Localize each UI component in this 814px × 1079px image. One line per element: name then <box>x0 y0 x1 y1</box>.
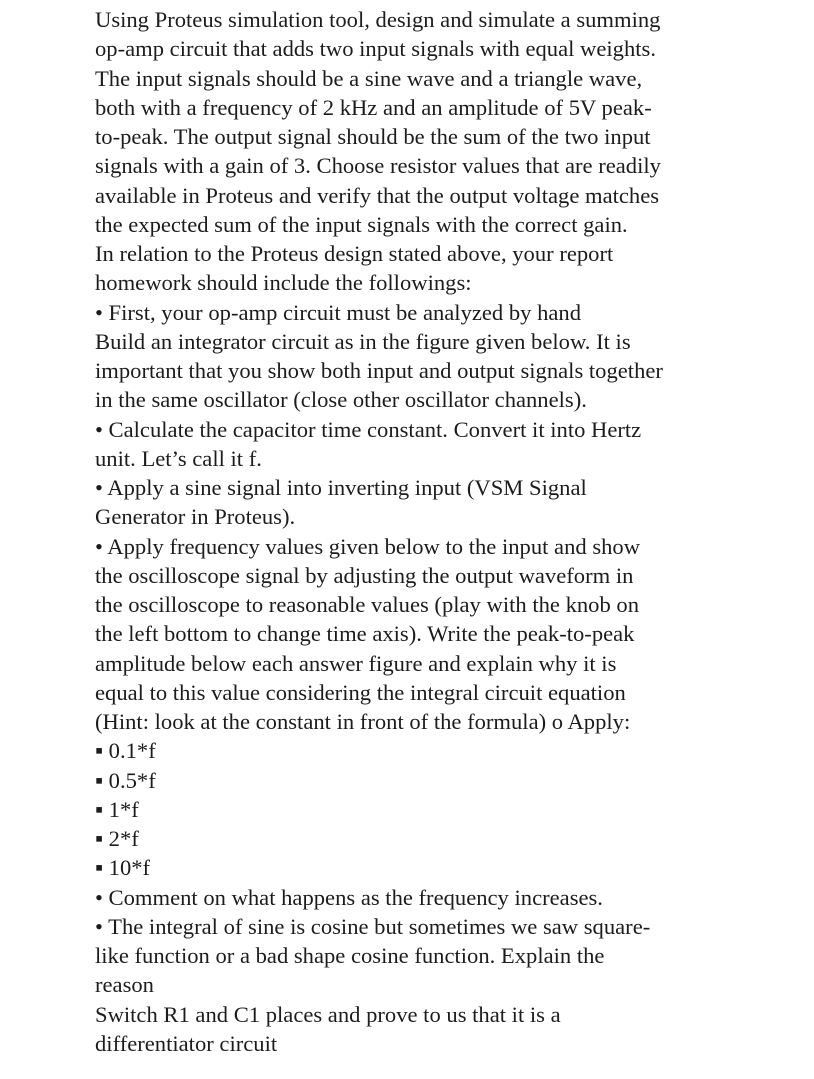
text-line: amplitude below each answer figure and explain why it is <box>95 650 617 676</box>
text-line: reason <box>95 972 154 998</box>
text-line: unit. Let’s call it f. <box>95 445 262 471</box>
text-line: important that you show both input and output signals together <box>95 358 663 383</box>
bullet-item: • Calculate the capacitor time constant. Convert it into Hertz <box>95 416 642 442</box>
sub-bullet-item: ▪ 0.5*f <box>95 767 156 793</box>
text-line: (Hint: look at the constant in front of the formula) o Apply: <box>95 709 631 734</box>
text-line: op-amp circuit that adds two input signals with equal weights. <box>95 36 656 62</box>
text-line: the oscilloscope to reasonable values (play with the knob on <box>95 592 639 617</box>
bullet-item: • First, your op-amp circuit must be analyzed by hand <box>95 299 582 325</box>
text-line: Using Proteus simulation tool, design and simulate a summing <box>95 7 661 32</box>
text-line: equal to this value considering the integral circuit equation <box>95 679 626 705</box>
sub-bullet-item: ▪ 0.1*f <box>95 738 156 764</box>
bullet-item: • Apply frequency values given below to the input and show <box>95 533 641 559</box>
sub-bullet-item: ▪ 2*f <box>95 826 139 851</box>
text-line: In relation to the Proteus design stated above, your report <box>95 241 614 266</box>
text-line: like function or a bad shape cosine function. Explain the <box>95 943 605 968</box>
text-line: the expected sum of the input signals with the correct gain. <box>95 211 628 237</box>
sub-bullet-item: ▪ 10*f <box>95 855 151 881</box>
text-line: Build an integrator circuit as in the figure given below. It is <box>95 328 631 354</box>
bullet-item: • Apply a sine signal into inverting input (VSM Signal <box>95 475 587 500</box>
text-line: to-peak. The output signal should be the sum of the two input <box>95 124 651 149</box>
sub-bullet-item: ▪ 1*f <box>95 796 139 822</box>
bullet-item: • Comment on what happens as the frequency increases. <box>95 884 603 910</box>
document-body <box>95 5 735 1058</box>
text-line: Switch R1 and C1 places and prove to us that it is a <box>95 1001 561 1027</box>
text-line: in the same oscillator (close other oscillator channels). <box>95 387 587 413</box>
text-line: both with a frequency of 2 kHz and an amplitude of 5V peak- <box>95 94 652 120</box>
text-line: homework should include the followings: <box>95 270 472 296</box>
text-line: the left bottom to change time axis). Write the peak-to-peak <box>95 621 635 647</box>
text-line: available in Proteus and verify that the output voltage matches <box>95 182 660 208</box>
bullet-item: • The integral of sine is cosine but sometimes we saw square- <box>95 913 651 939</box>
text-line: differentiator circuit <box>95 1030 278 1056</box>
text-line: The input signals should be a sine wave and a triangle wave, <box>95 65 643 91</box>
text-line: Generator in Proteus). <box>95 504 296 530</box>
text-line: signals with a gain of 3. Choose resistor values that are readily <box>95 153 661 179</box>
text-line: the oscilloscope signal by adjusting the output waveform in <box>95 562 634 588</box>
